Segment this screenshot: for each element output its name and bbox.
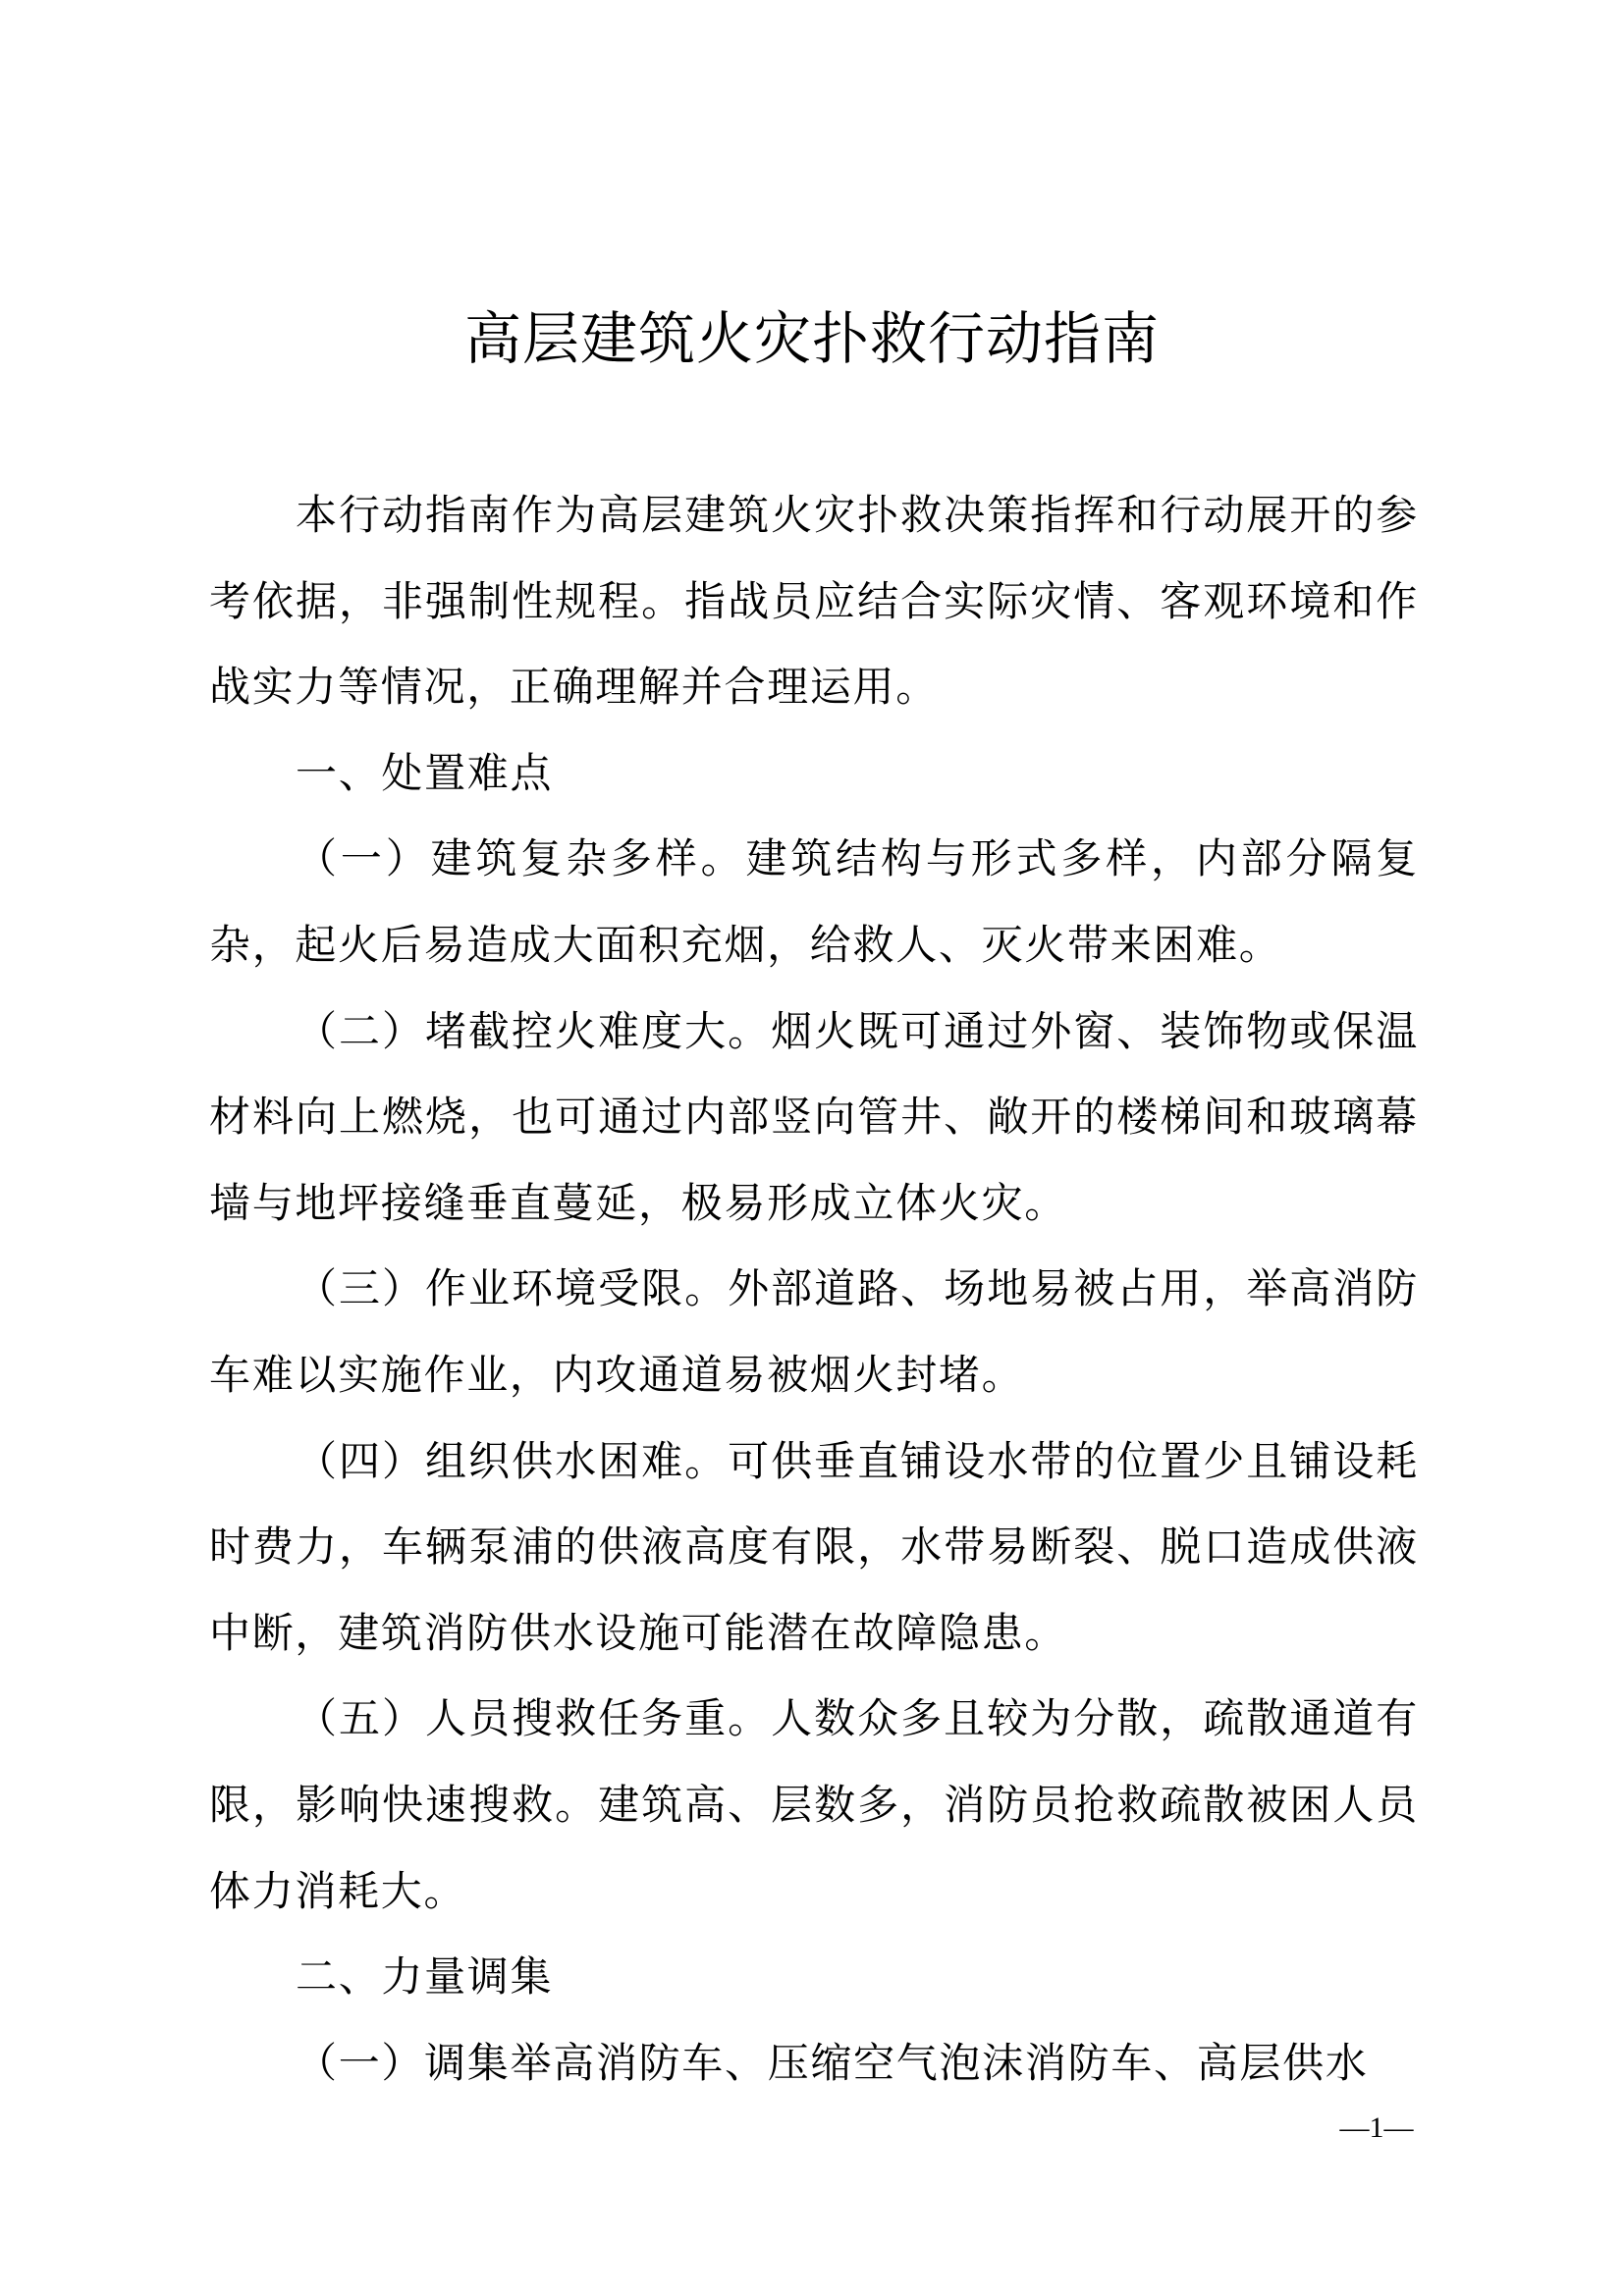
document-title: 高层建筑火灾扑救行动指南 — [463, 305, 1160, 372]
difficulty-item-2: （二）堵截控火难度大。烟火既可通过外窗、装饰物或保温材料向上燃烧，也可通过内部竖向管井、敞开的楼梯间和玻璃幕墙与地坪接缝垂直蔓延，极易形成立体火灾。 — [209, 1006, 1419, 1227]
difficulty-item-4: （四）组织供水困难。可供垂直铺设水带的位置少且铺设耗时费力，车辆泵浦的供液高度有限，水带易断裂、脱口造成供液中断，建筑消防供水设施可能潜在故障隐患。 — [209, 1436, 1419, 1657]
intro-paragraph: 本行动指南作为高层建筑火灾扑救决策指挥和行动展开的参考依据，非强制性规程。指战员应结合实际灾情、客观环境和作战实力等情况，正确理解并合理运用。 — [209, 491, 1419, 712]
section-heading-difficulties: 一、处置难点 — [296, 748, 554, 797]
section-heading-force-dispatch: 二、力量调集 — [296, 1952, 554, 2002]
difficulty-item-5: （五）人员搜救任务重。人数众多且较为分散，疏散通道有限，影响快速搜救。建筑高、层数多，消防员抢救疏散被困人员体力消耗大。 — [209, 1694, 1419, 1915]
difficulty-item-1: （一）建筑复杂多样。建筑结构与形式多样，内部分隔复杂，起火后易造成大面积充烟，给救人、灭火带来困难。 — [209, 834, 1419, 969]
page-number: —1— — [1339, 2111, 1414, 2144]
document-body — [209, 472, 1419, 2106]
difficulty-item-3: （三）作业环境受限。外部道路、场地易被占用，举高消防车难以实施作业，内攻通道易被烟火封堵。 — [209, 1264, 1419, 1399]
dispatch-item-1: （一）调集举高消防车、压缩空气泡沫消防车、高层供水 — [296, 2038, 1369, 2087]
